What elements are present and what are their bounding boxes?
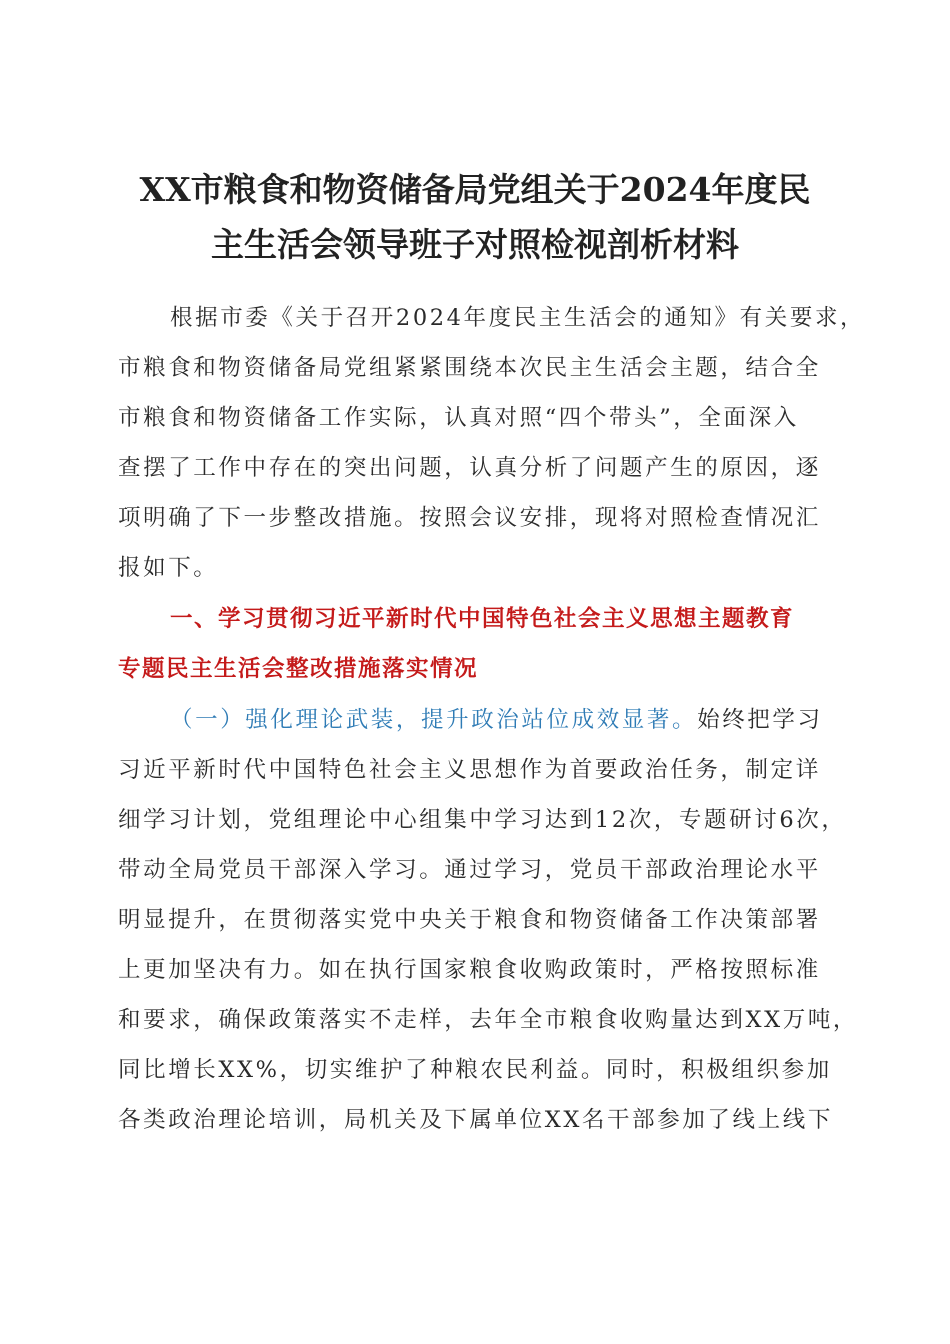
subsection-1-first-tail: 始终把学习 [697, 707, 823, 733]
body-line: 明显提升，在贯彻落实党中央关于粮食和物资储备工作决策部署 [118, 907, 821, 933]
intro-line: 查摆了工作中存在的突出问题，认真分析了问题产生的原因，逐 [118, 455, 821, 481]
intro-line: 市粮食和物资储备工作实际，认真对照“四个带头”，全面深入 [118, 405, 799, 431]
body-line: 细学习计划，党组理论中心组集中学习达到12次，专题研讨6次， [118, 807, 847, 833]
intro-line: 市粮食和物资储备局党组紧紧围绕本次民主生活会主题，结合全 [118, 355, 821, 381]
body-line: 上更加坚决有力。如在执行国家粮食收购政策时，严格按照标准 [118, 957, 821, 983]
body-line: 同比增长XX%，切实维护了种粮农民利益。同时，积极组织参加 [118, 1057, 832, 1083]
body-line: 带动全局党员干部深入学习。通过学习，党员干部政治理论水平 [118, 857, 821, 883]
subsection-1-first-line [170, 702, 890, 734]
section-1-heading-line-1: 一、学习贯彻习近平新时代中国特色社会主义思想主题教育 [170, 606, 795, 632]
subsection-1-heading: （一）强化理论武装，提升政治站位成效显著。 [170, 707, 698, 733]
document-title-line-2: 主生活会领导班子对照检视剖析材料 [211, 225, 739, 264]
body-line: 习近平新时代中国特色社会主义思想作为首要政治任务，制定详 [118, 757, 821, 783]
document-title-line-1: XX市粮食和物资储备局党组关于2024年度民 [139, 170, 811, 209]
intro-line: 报如下。 [118, 555, 219, 581]
body-line: 和要求，确保政策落实不走样，去年全市粮食收购量达到XX万吨， [118, 1007, 859, 1033]
section-1-heading-line-2: 专题民主生活会整改措施落实情况 [118, 656, 479, 682]
intro-line: 项明确了下一步整改措施。按照会议安排，现将对照检查情况汇 [118, 505, 821, 531]
body-line: 各类政治理论培训，局机关及下属单位XX名干部参加了线上线下 [118, 1107, 833, 1133]
intro-line: 根据市委《关于召开2024年度民主生活会的通知》有关要求， [170, 305, 866, 331]
